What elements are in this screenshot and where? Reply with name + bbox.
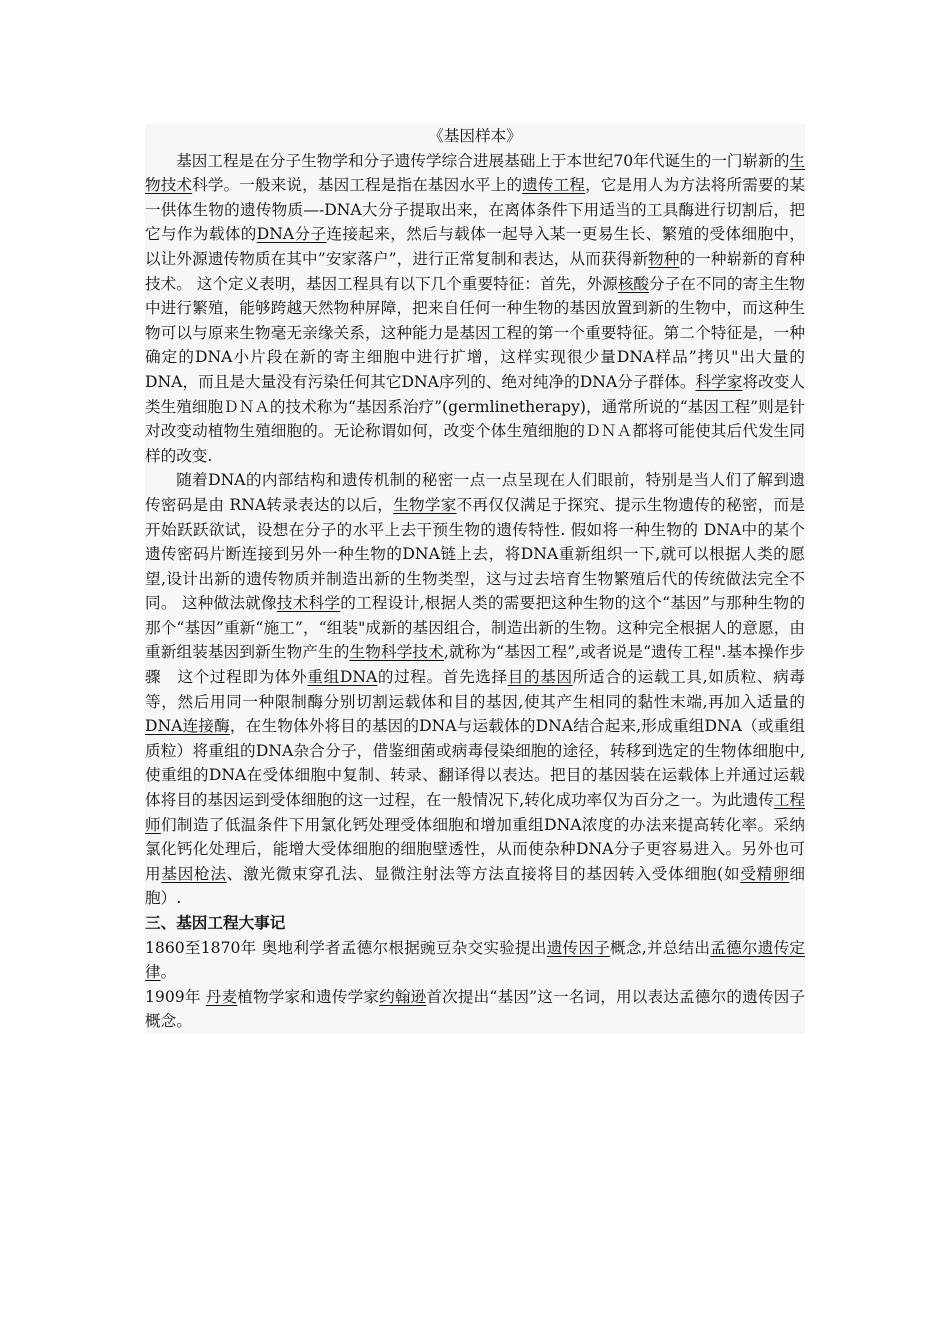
hyperlink[interactable]: 遗传工程 xyxy=(522,176,586,195)
hyperlink[interactable]: 受精卵 xyxy=(740,864,790,883)
hyperlink[interactable]: 生物科学技术 xyxy=(349,643,444,662)
hyperlink[interactable]: 目的基因 xyxy=(507,668,573,687)
hyperlink[interactable]: DNA分子 xyxy=(256,225,327,244)
document-page xyxy=(145,124,805,1034)
event-1860: 1860至1870年 奥地利学者孟德尔根据豌豆杂交实验提出遗传因子概念,并总结出孟德尔遗传定律。 xyxy=(145,938,805,982)
hyperlink[interactable]: 生物技术 xyxy=(145,151,805,195)
hyperlink[interactable]: DNA连接酶 xyxy=(145,717,230,736)
section-heading: 三、基因工程大事记 xyxy=(145,914,286,932)
hyperlink[interactable]: 物种 xyxy=(648,249,680,268)
hyperlink[interactable]: 遗传因子 xyxy=(546,938,611,957)
document-title: 《基因样本》 xyxy=(428,127,522,145)
hyperlink[interactable]: 重组DNA xyxy=(307,668,378,687)
hyperlink[interactable]: 丹麦 xyxy=(205,987,238,1006)
hyperlink[interactable]: 科学家 xyxy=(695,372,743,391)
hyperlink[interactable]: 生物学家 xyxy=(393,495,457,514)
hyperlink[interactable]: 约翰逊 xyxy=(379,987,427,1006)
paragraph-process: 随着DNA的内部结构和遗传机制的秘密一点一点呈现在人们眼前，特别是当人们了解到遗传密码是由 RNA转录表达的以后，生物学家不再仅仅满足于探究、提示生物遗传的秘密，而是开始跃跃欲试，设想在分子的水平上去干预生物的遗传特性. 假如将一种生物的 DNA中的某个遗传密码片断连接到另外一种生物的DNA链上去，将DNA重新组织一下,就可以根据人类的愿望,设计出新的遗传物质并制造出新的生物类型，这与过去培育生物繁殖后代的传统做法完全不同。 这种做法就像技术科学的工程设计,根据人类的需要把这种生物的这个“基因”与那种生物的那个“基因”重新“施工”，“组装"成新的基因组合，制造出新的生物。这种完全根据人的意愿，由重新组装基因到新生物产生的生物科学技术,就称为“基因工程”,或者说是“遗传工程".基本操作步骤 这个过程即为体外重组DNA的过程。首先选择目的基因所适合的运载工具,如质粒、病毒等，然后用同一种限制酶分别切割运载体和目的基因,使其产生相同的黏性末端,再加入适量的DNA连接酶，在生物体外将目的基因的DNA与运载体的DNA结合起来,形成重组DNA（或重组质粒）将重组的DNA杂合分子，借鉴细菌或病毒侵染细胞的途径，转移到选定的生物体细胞中,使重组的DNA在受体细胞中复制、转录、翻译得以表达。把目的基因装在运载体上并通过运载体将目的基因运到受体细胞的这一过程，在一般情况下,转化成功率仅为百分之一。为此遗传工程师们制造了低温条件下用氯化钙处理受体细胞和增加重组DNA浓度的办法来提高转化率。采纳氯化钙化处理后，能增大受体细胞的细胞壁透性，从而使杂种DNA分子更容易进入。另外也可用基因枪法、激光微束穿孔法、显微注射法等方法直接将目的基因转入受体细胞(如受精卵细胞）. xyxy=(145,471,805,908)
hyperlink[interactable]: 孟德尔遗传定律 xyxy=(145,938,805,982)
hyperlink[interactable]: 核酸 xyxy=(617,274,650,293)
event-1909: 1909年 丹麦植物学家和遗传学家约翰逊首次提出“基因”这一名词，用以表达孟德尔的遗传因子概念。 xyxy=(145,987,805,1031)
hyperlink[interactable]: 技术科学 xyxy=(276,594,341,613)
hyperlink[interactable]: 工程师 xyxy=(145,791,805,834)
hyperlink[interactable]: 基因枪法 xyxy=(161,864,227,883)
paragraph-definition: 基因工程是在分子生物学和分子遗传学综合进展基础上于本世纪70年代诞生的一门崭新的生物技术科学。一般来说，基因工程是指在基因水平上的遗传工程，它是用人为方法将所需要的某一供体生物的遗传物质—-DNA大分子提取出来，在离体条件下用适当的工具酶进行切割后，把它与作为载体的DNA分子连接起来，然后与载体一起导入某一更易生长、繁殖的受体细胞中，以让外源遗传物质在其中”安家落户”，进行正常复制和表达，从而获得新物种的一种崭新的育种技术。 这个定义表明，基因工程具有以下几个重要特征：首先，外源核酸分子在不同的寄主生物中进行繁殖，能够跨越天然物种屏障，把来自任何一种生物的基因放置到新的生物中，而这种生物可以与原来生物毫无亲缘关系，这种能力是基因工程的第一个重要特征。第二个特征是，一种确定的DNA小片段在新的寄主细胞中进行扩增，这样实现很少量DNA样品”拷贝"出大量的DNA，而且是大量没有污染任何其它DNA序列的、绝对纯净的DNA分子群体。科学家将改变人类生殖细胞ＤＮＡ的技术称为“基因系治疗”(germlinetherapy)，通常所说的“基因工程”则是针对改变动植物生殖细胞的。无论称谓如何，改变个体生殖细胞的ＤＮＡ都将可能使其后代发生同样的改变. xyxy=(145,151,805,465)
